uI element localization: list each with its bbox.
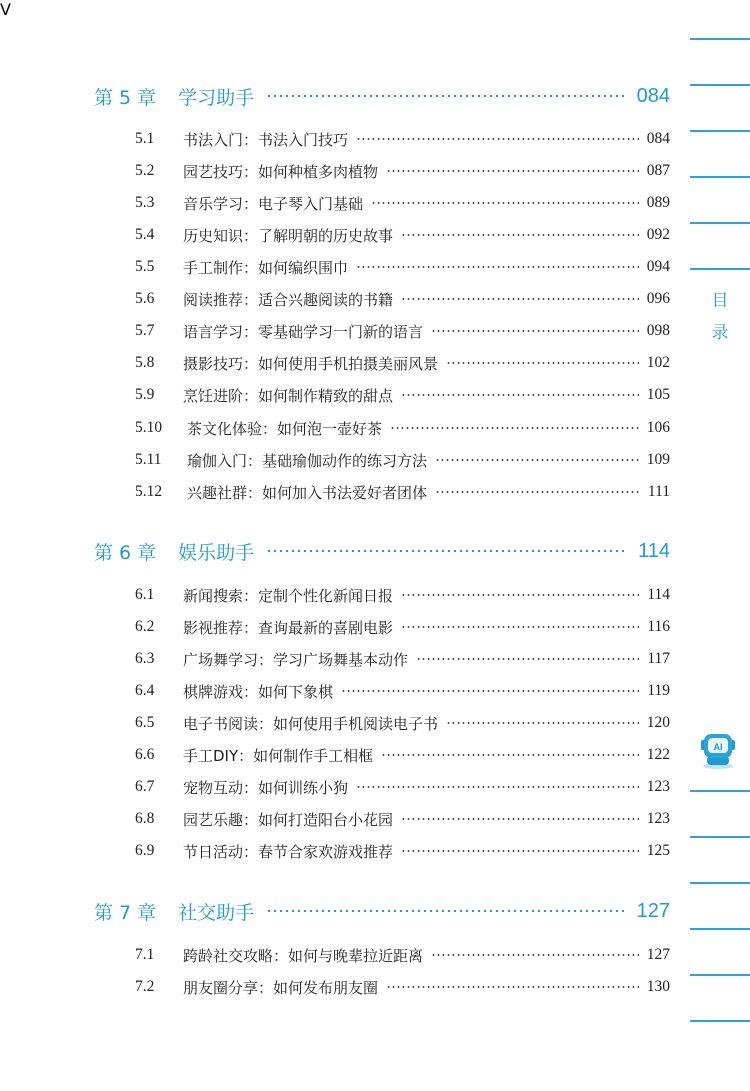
entry-page: 116: [647, 618, 670, 635]
entry-title: 朋友圈分享：如何发布朋友圈: [183, 978, 379, 997]
entry-title: 广场舞学习：学习广场舞基本动作: [183, 650, 409, 669]
entry-page: 084: [646, 130, 670, 147]
dot-leader: [446, 722, 639, 724]
contents-label-char-1: 目: [711, 291, 729, 311]
entry-number: 5.7: [135, 322, 155, 339]
entry-title: 兴趣社群：如何加入书法爱好者团体: [187, 483, 428, 502]
toc-entry[interactable]: [135, 742, 670, 768]
entry-page: 094: [646, 258, 670, 275]
toc-entry[interactable]: [135, 646, 670, 672]
dot-leader: [266, 95, 624, 97]
toc-entry[interactable]: [135, 582, 670, 608]
entry-number: 6.7: [135, 778, 155, 795]
margin-rule: [690, 836, 750, 838]
chapter-page: 084: [636, 84, 670, 107]
toc-entry[interactable]: [135, 318, 670, 344]
entry-page: 114: [647, 586, 670, 603]
entry-number: 6.5: [135, 714, 155, 731]
entry-page: 098: [646, 322, 670, 339]
toc-entry[interactable]: [135, 774, 670, 800]
dot-leader: [416, 658, 639, 660]
entry-page: 117: [647, 650, 670, 667]
entry-title: 书法入门：书法入门技巧: [183, 130, 349, 149]
entry-title: 宠物互动：如何训练小狗: [183, 778, 349, 797]
dot-leader: [386, 170, 639, 172]
entry-page: 125: [646, 842, 670, 859]
entry-number: 6.8: [135, 810, 155, 827]
entry-title: 摄影技巧：如何使用手机拍摄美丽风景: [183, 354, 439, 373]
entry-number: 5.4: [135, 226, 155, 243]
toc-entry[interactable]: [135, 158, 670, 184]
entry-number: 5.3: [135, 194, 155, 211]
toc-entry[interactable]: [135, 678, 670, 704]
entry-number: 5.1: [135, 130, 155, 147]
entry-number: 6.6: [135, 746, 155, 763]
dot-leader: [390, 427, 639, 429]
page-number: V: [0, 0, 11, 19]
chapter-heading-7[interactable]: [94, 896, 670, 926]
entry-title: 影视推荐：查询最新的喜剧电影: [183, 618, 394, 637]
entry-title: 茶文化体验：如何泡一壶好茶: [187, 419, 383, 438]
toc-entry[interactable]: [135, 350, 670, 376]
entry-page: 092: [646, 226, 670, 243]
entry-title: 园艺技巧：如何种植多肉植物: [183, 162, 379, 181]
entry-title: 音乐学习：电子琴入门基础: [183, 194, 364, 213]
margin-rule: [690, 38, 750, 40]
dot-leader: [435, 491, 640, 493]
entry-page: 120: [646, 714, 670, 731]
entry-title: 历史知识：了解明朝的历史故事: [183, 226, 394, 245]
dot-leader: [341, 690, 639, 692]
toc-entry[interactable]: [135, 479, 670, 505]
contents-label-char-2: 录: [711, 323, 729, 343]
entry-title: 节日活动：春节合家欢游戏推荐: [183, 842, 394, 861]
margin-tab-lines: [690, 0, 750, 1091]
chapter-title: 娱乐助手: [178, 541, 255, 564]
margin-rule: [690, 176, 750, 178]
entry-title: 手工制作：如何编织围巾: [183, 258, 349, 277]
dot-leader: [401, 850, 639, 852]
entry-page: 096: [646, 290, 670, 307]
chapter-title: 学习助手: [178, 86, 255, 109]
entry-page: 127: [646, 946, 670, 963]
dot-leader: [386, 986, 639, 988]
toc-entry[interactable]: [135, 382, 670, 408]
chapter-page: 114: [638, 539, 670, 562]
entry-page: 109: [646, 451, 670, 468]
entry-page: 111: [647, 483, 670, 500]
chapter-number: 第 6 章: [94, 541, 157, 564]
dot-leader: [371, 202, 639, 204]
toc-entry[interactable]: [135, 447, 670, 473]
entry-title: 电子书阅读：如何使用手机阅读电子书: [183, 714, 439, 733]
margin-rule: [690, 928, 750, 930]
dot-leader: [446, 362, 639, 364]
margin-rule: [690, 882, 750, 884]
dot-leader: [401, 298, 639, 300]
toc-entry[interactable]: [135, 254, 670, 280]
dot-leader: [431, 954, 639, 956]
entry-page: 089: [646, 194, 670, 211]
entry-number: 6.2: [135, 618, 155, 635]
toc-entry[interactable]: [135, 190, 670, 216]
entry-title: 瑜伽入门：基础瑜伽动作的练习方法: [187, 451, 428, 470]
entry-page: 106: [646, 419, 670, 436]
entry-number: 5.10: [135, 419, 163, 436]
entry-number: 5.5: [135, 258, 155, 275]
dot-leader: [381, 754, 639, 756]
toc-entry[interactable]: [135, 974, 670, 1000]
dot-leader: [431, 330, 639, 332]
dot-leader: [356, 138, 639, 140]
entry-page: 119: [647, 682, 670, 699]
entry-title: 阅读推荐：适合兴趣阅读的书籍: [183, 290, 394, 309]
entry-number: 5.6: [135, 290, 155, 307]
toc-entry[interactable]: [135, 942, 670, 968]
entry-page: 105: [646, 386, 670, 403]
chapter-heading-5[interactable]: [94, 81, 670, 111]
dot-leader: [356, 786, 639, 788]
entry-page: 123: [646, 810, 670, 827]
margin-rule: [690, 222, 750, 224]
margin-rule: [690, 1020, 750, 1022]
toc-entry[interactable]: [135, 126, 670, 152]
entry-title: 跨龄社交攻略：如何与晚辈拉近距离: [183, 946, 424, 965]
entry-number: 5.2: [135, 162, 155, 179]
dot-leader: [356, 266, 639, 268]
entry-number: 7.1: [135, 946, 155, 963]
dot-leader: [401, 594, 639, 596]
toc-entry[interactable]: [135, 614, 670, 640]
entry-number: 6.1: [135, 586, 155, 603]
entry-title: 棋牌游戏：如何下象棋: [183, 682, 334, 701]
entry-page: 122: [646, 746, 670, 763]
entry-title: 园艺乐趣：如何打造阳台小花园: [183, 810, 394, 829]
entry-number: 6.3: [135, 650, 155, 667]
entry-number: 5.8: [135, 354, 155, 371]
dot-leader: [266, 910, 624, 912]
margin-rule: [690, 790, 750, 792]
entry-title: 烹饪进阶：如何制作精致的甜点: [183, 386, 394, 405]
entry-page: 102: [646, 354, 670, 371]
toc-entry[interactable]: [135, 806, 670, 832]
margin-rule: [690, 84, 750, 86]
margin-rule: [690, 268, 750, 270]
toc-entry[interactable]: [135, 415, 670, 441]
chapter-title: 社交助手: [178, 901, 255, 924]
entry-page: 130: [646, 978, 670, 995]
dot-leader: [401, 394, 639, 396]
entry-page: 087: [646, 162, 670, 179]
chapter-heading-6[interactable]: [94, 536, 670, 566]
entry-title: 手工DIY：如何制作手工相框: [183, 746, 374, 765]
dot-leader: [266, 550, 626, 552]
entry-number: 7.2: [135, 978, 155, 995]
dot-leader: [401, 818, 639, 820]
chapter-page: 127: [636, 899, 670, 922]
dot-leader: [401, 626, 639, 628]
chapter-number: 第 7 章: [94, 901, 157, 924]
toc-entry[interactable]: [135, 222, 670, 248]
entry-number: 5.11: [135, 451, 162, 468]
ai-robot-icon: [700, 730, 736, 770]
dot-leader: [401, 234, 639, 236]
entry-title: 新闻搜索：定制个性化新闻日报: [183, 586, 394, 605]
ai-badge-text: AI: [713, 742, 723, 752]
entry-number: 6.4: [135, 682, 155, 699]
entry-title: 语言学习：零基础学习一门新的语言: [183, 322, 424, 341]
toc-entry[interactable]: [135, 838, 670, 864]
chapter-number: 第 5 章: [94, 86, 157, 109]
dot-leader: [435, 459, 639, 461]
toc-entry[interactable]: [135, 286, 670, 312]
margin-rule: [690, 130, 750, 132]
margin-rule: [690, 974, 750, 976]
toc-entry[interactable]: [135, 710, 670, 736]
entry-number: 5.12: [135, 483, 163, 500]
entry-number: 5.9: [135, 386, 155, 403]
entry-number: 6.9: [135, 842, 155, 859]
entry-page: 123: [646, 778, 670, 795]
